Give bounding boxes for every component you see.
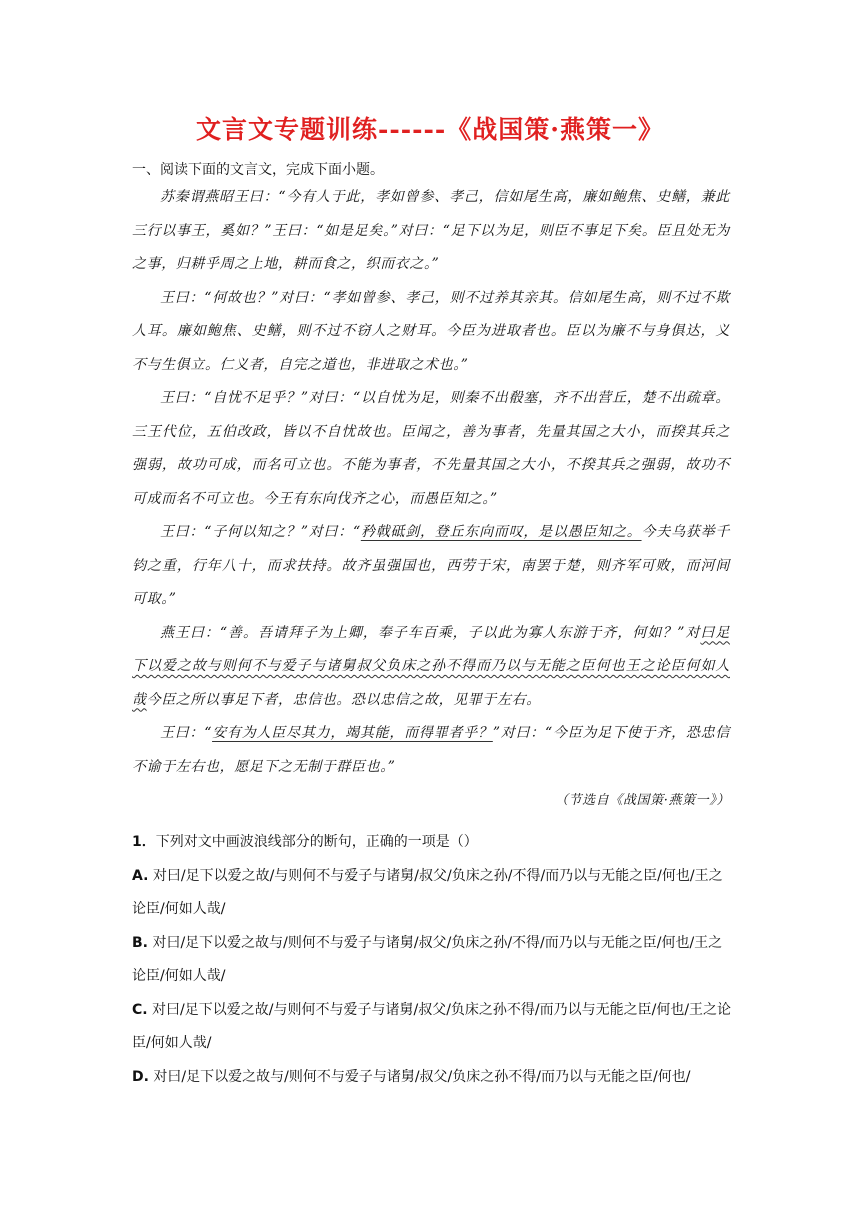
option-c [132,994,732,1061]
option-a-label: A. [132,867,149,884]
option-b-text: 对曰/足下以爱之故与/则何不与爱子与诸舅/叔父/负床之孙/不得/而乃以与无能之臣/何也/王之论臣/何如人哉/ [132,934,723,984]
option-d-label: D. [132,1068,149,1085]
passage-paragraph-4 [132,516,730,617]
question-1 [132,826,732,1094]
passage-source: （节选自《战国策·燕策一》） [554,793,730,808]
p4-underlined-sentence: 矜戟砥剑，登丘东向而叹，是以愚臣知之。 [360,524,642,540]
option-b-label: B. [132,934,148,951]
passage-paragraph-3: 王曰：“自忧不足乎？”对曰：“以自忧为足，则秦不出殽塞，齐不出营丘，楚不出疏章。三王代位，五伯改政，皆以不自忧故也。臣闻之，善为事者，先量其国之大小，而揆其兵之强弱，故功可成，而名可立也。不能为事者，不先量其国之大小，不揆其兵之强弱，故功不可成而名不可立也。今王有东向伐齐之心，而愚臣知之。” [132,390,730,507]
section-heading: 一、阅读下面的文言文，完成下面小题。 [132,162,384,178]
p5-lead: 燕王曰：“善。吾请拜子为上卿，奉子车百乘，子以此为寡人东游于齐，何如？”对 [160,624,701,641]
p6-rest: ”对曰：“今臣为足下使于齐，恐忠信不谕于左右也，愿足下之无制于群臣也。” [132,725,730,775]
title-part-2: 《战国策·燕策一》 [446,115,664,144]
question-1-stem [132,826,732,860]
p5-wavy-underlined: 曰足下以爱之故与则何不与爱子与诸舅叔父负床之孙不得而乃以与无能之臣何也王之论臣何如人哉 [132,624,730,708]
passage-paragraph-6 [132,717,730,784]
option-a-text: 对曰/足下以爱之故/与则何不与爱子与诸舅/叔父/负床之孙/不得/而乃以与无能之臣/何也/王之论臣/何如人哉/ [132,867,723,917]
passage-paragraph-1: 苏秦谓燕昭王曰：“今有人于此，孝如曾参、孝己，信如尾生高，廉如鲍焦、史鳝，兼此三行以事王，奚如？”王曰：“如是足矣。”对曰：“足下以为足，则臣不事足下矣。臣且处无为之事，归耕乎周之上地，耕而食之，织而衣之。” [132,189,730,272]
p4-lead: 王曰：“子何以知之？”对曰：“ [160,524,361,540]
passage-paragraph-2: 王曰：“何故也？”对曰：“孝如曾参、孝己，则不过养其亲其。信如尾生高，则不过不欺人耳。廉如鲍焦、史鳝，则不过不窃人之财耳。今臣为进取者也。臣以为廉不与身俱达，义不与生俱立。仁义者，自完之道也，非进取之术也。” [132,289,730,373]
p6-underlined-sentence: 安有为人臣尽其力，竭其能，而得罪者乎？ [212,725,493,741]
option-c-label: C. [132,1001,148,1018]
document-title [0,110,860,146]
p5-rest: 今臣之所以事足下者，忠信也。恐以忠信之故，见罪于左右。 [146,691,541,708]
question-1-number: 1． [132,834,156,850]
option-a [132,860,732,927]
option-d-text: 对曰/足下以爱之故与/则何不与爱子与诸舅/叔父/负床之孙不得/而乃以与无能之臣/何也/ [153,1068,691,1085]
passage-paragraph-5 [132,617,730,718]
option-d [132,1061,732,1095]
option-b [132,927,732,994]
title-part-1: 文言文专题训练------ [196,115,447,144]
option-c-text: 对曰/足下以爱之故/与则何不与爱子与诸舅/叔父/负床之孙不得/而乃以与无能之臣/何也/王之论臣/何如人哉/ [132,1001,732,1051]
p6-lead: 王曰：“ [160,725,213,741]
question-1-text: 下列对文中画波浪线部分的断句，正确的一项是（） [155,834,478,850]
p4-rest: 今夫乌获举千钧之重，行年八十，而求扶持。故齐虽强国也，西劳于宋，南罢于楚，则齐军可败，而河间可取。” [132,524,730,607]
classical-passage [132,181,730,818]
